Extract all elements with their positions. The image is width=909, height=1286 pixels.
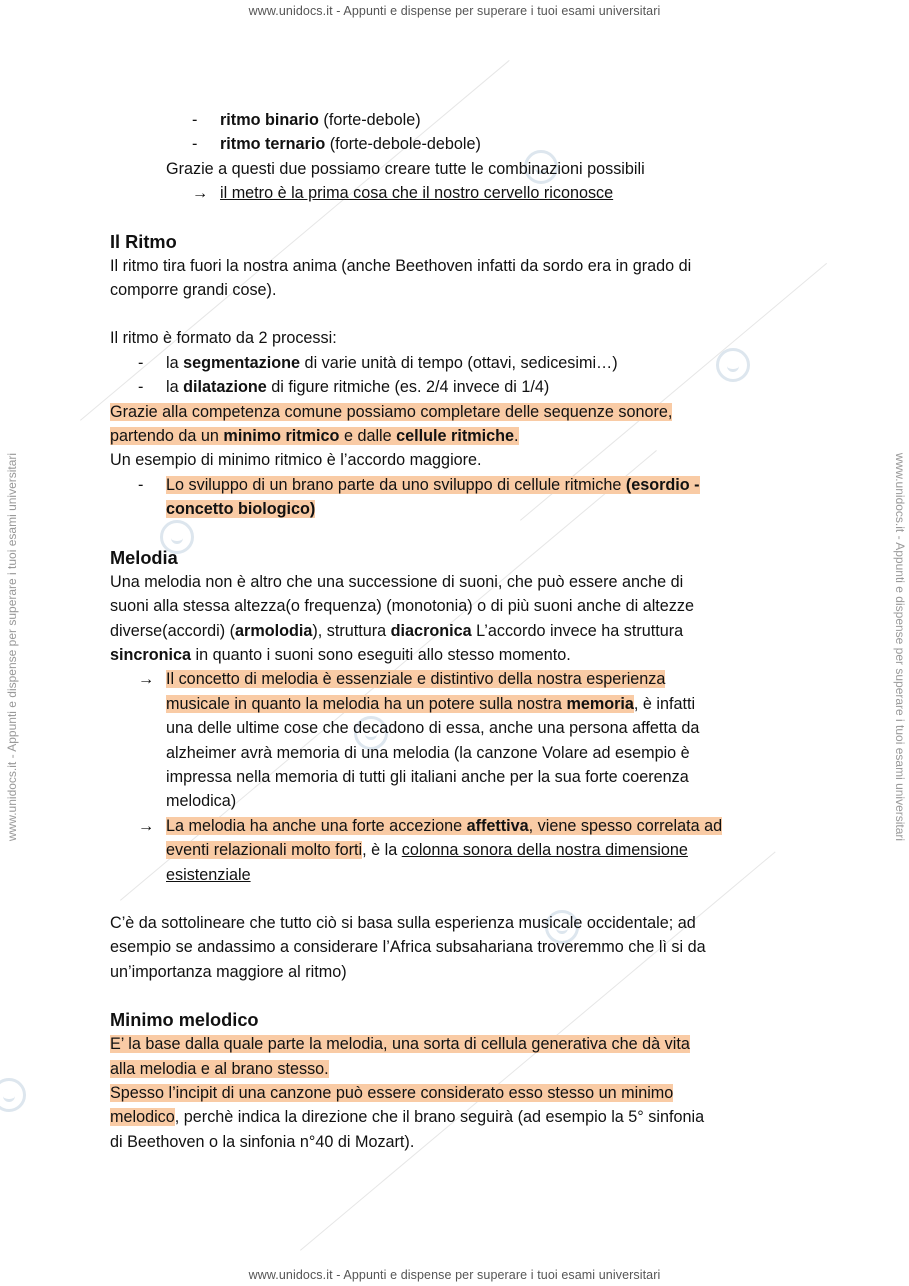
- arrow-item-continuation: esistenziale: [166, 865, 251, 884]
- highlighted-text: Grazie alla competenza comune possiamo completare delle sequenze sonore,: [110, 402, 673, 421]
- paragraph: suoni alla stessa altezza(o frequenza) (monotonia) o di più suoni anche di altezze: [110, 597, 694, 616]
- highlighted-text: Spesso l’incipit di una canzone può essere considerato esso stesso un minimo: [110, 1084, 674, 1102]
- watermark-right: www.unidocs.it - Appunti e dispense per superare i tuoi esami universitari: [893, 452, 907, 842]
- arrow-item-continuation: alzheimer avrà memoria di una melodia (la canzone Volare ad esempio è: [166, 743, 690, 762]
- list-item: - ritmo binario (forte-debole): [192, 111, 421, 129]
- paragraph: Il ritmo tira fuori la nostra anima (anche Beethoven infatti da sordo era in grado di: [110, 256, 692, 275]
- paragraph: un’importanza maggiore al ritmo): [110, 962, 347, 981]
- watermark-top: www.unidocs.it - Appunti e dispense per superare i tuoi esami universitari: [248, 4, 661, 18]
- paragraph: sincronica in quanto i suoni sono eseguiti allo stesso momento.: [110, 645, 571, 664]
- paragraph: Un esempio di minimo ritmico è l’accordo maggiore.: [110, 451, 482, 470]
- arrow-item-continuation: eventi relazionali molto forti, è la colonna sonora della nostra dimensione: [166, 841, 688, 860]
- arrow-item-continuation: una delle ultime cose che decadono di essa, anche una persona affetta da: [166, 719, 700, 738]
- arrow-item-continuation: musicale in quanto la melodia ha un potere sulla nostra memoria, è infatti: [166, 694, 696, 713]
- arrow-icon: →: [192, 184, 209, 203]
- list-item: - ritmo ternario (forte-debole-debole): [192, 135, 481, 154]
- paragraph: C’è da sottolineare che tutto ciò si basa sulla esperienza musicale occidentale; ad: [110, 913, 696, 932]
- list-item-continuation: concetto biologico): [166, 500, 316, 519]
- highlighted-text: E’ la base dalla quale parte la melodia, una sorta di cellula generativa che dà vita: [110, 1035, 690, 1054]
- list-item: - la segmentazione di varie unità di tempo (ottavi, sedicesimi…): [138, 353, 618, 372]
- paragraph: Il ritmo è formato da 2 processi:: [110, 329, 337, 348]
- arrow-icon: →: [138, 670, 155, 689]
- arrow-item: → La melodia ha anche una forte accezione affettiva, viene spesso correlata ad: [110, 814, 810, 838]
- watermark-bottom: www.unidocs.it - Appunti e dispense per superare i tuoi esami universitari: [248, 1268, 661, 1282]
- paragraph: melodico, perchè indica la direzione che il brano seguirà (ad esempio la 5° sinfonia: [110, 1108, 705, 1127]
- section-heading: Melodia: [110, 547, 178, 568]
- list-item: - la dilatazione di figure ritmiche (es. 2/4 invece di 1/4): [138, 378, 550, 397]
- paragraph: diverse(accordi) (armolodia), struttura diacronica L’accordo invece ha struttura: [110, 621, 684, 640]
- watermark-left: www.unidocs.it - Appunti e dispense per superare i tuoi esami universitari: [5, 452, 19, 842]
- arrow-item-continuation: melodica): [166, 792, 237, 811]
- watermark-logo-icon: [0, 1078, 26, 1112]
- section-heading: Minimo melodico: [110, 1010, 259, 1031]
- document-body: [110, 108, 810, 1154]
- paragraph: Grazie a questi due possiamo creare tutte le combinazioni possibili: [166, 159, 645, 178]
- paragraph: comporre grandi cose).: [110, 281, 277, 300]
- arrow-item: → Il concetto di melodia è essenziale e distintivo della nostra esperienza: [110, 667, 810, 691]
- paragraph: Una melodia non è altro che una successione di suoni, che può essere anche di: [110, 572, 684, 591]
- arrow-icon: →: [138, 816, 155, 835]
- arrow-item: → il metro è la prima cosa che il nostro cervello riconosce: [110, 181, 810, 205]
- arrow-item-continuation: impressa nella memoria di tutti gli italiani anche per la sua forte coerenza: [166, 767, 689, 786]
- paragraph: esempio se andassimo a considerare l’Africa subsahariana troveremmo che lì si da: [110, 938, 706, 957]
- highlighted-text: partendo da un minimo ritmico e dalle cellule ritmiche.: [110, 427, 519, 446]
- paragraph: di Beethoven o la sinfonia n°40 di Mozart).: [110, 1132, 415, 1151]
- highlighted-text: alla melodia e al brano stesso.: [110, 1059, 329, 1078]
- section-heading: Il Ritmo: [110, 231, 177, 252]
- list-item: - Lo sviluppo di un brano parte da uno sviluppo di cellule ritmiche (esordio -: [138, 475, 700, 494]
